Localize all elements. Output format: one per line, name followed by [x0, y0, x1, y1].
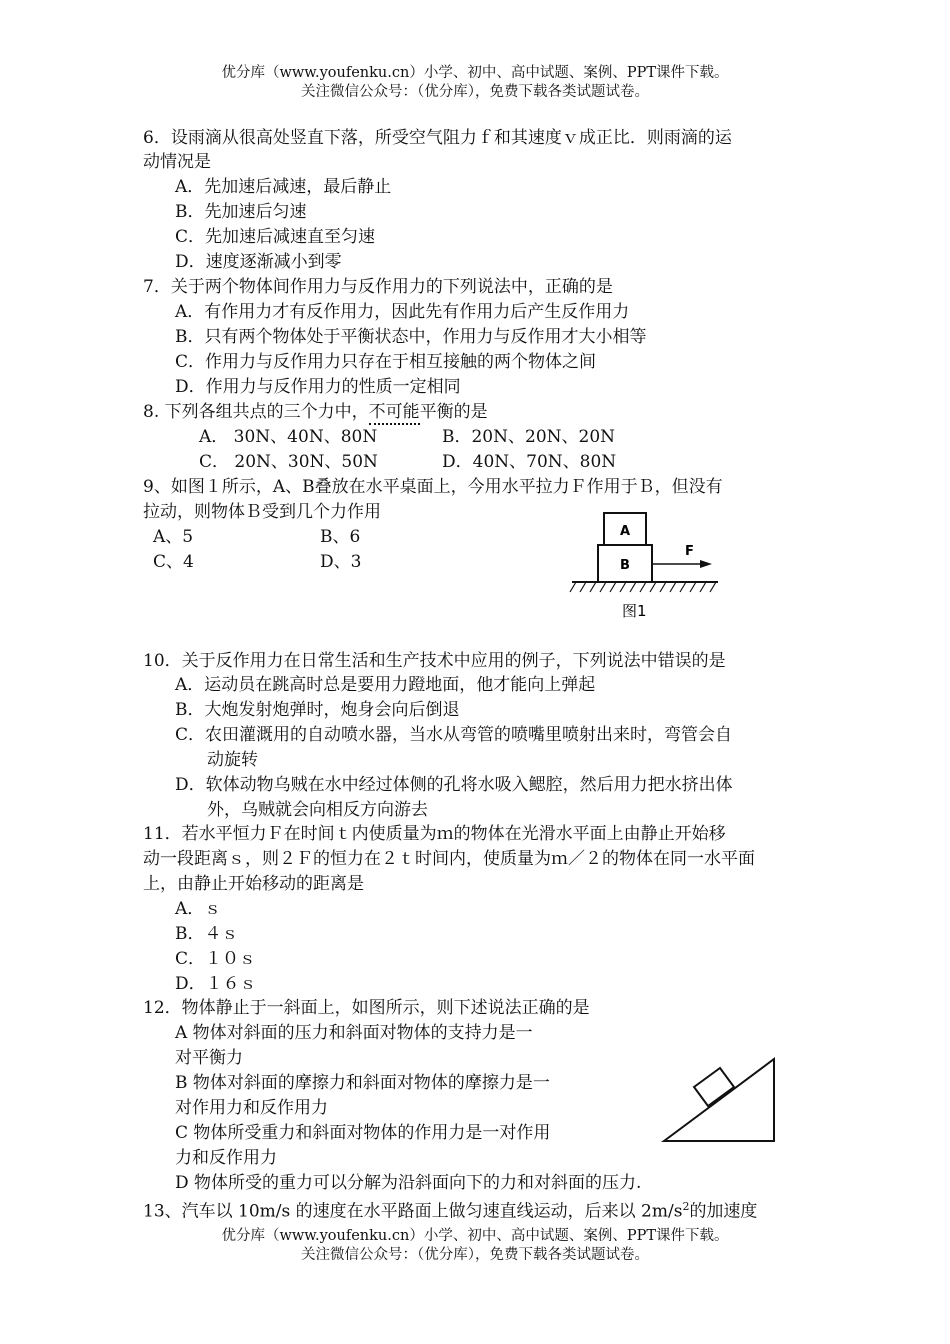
block-a-label: A	[619, 524, 631, 539]
q12-option-c-line1: C 物体所受重力和斜面对物体的作用力是一对作用	[175, 1123, 551, 1143]
ground-hatching	[570, 582, 716, 592]
q8-option-b: B．20N、20N、20N	[442, 427, 616, 447]
q13-stem-superscript: 2	[682, 1200, 690, 1213]
q6-option-a: A．先加速后减速，最后静止	[175, 177, 392, 197]
q11-option-b: B．４ｓ	[175, 924, 239, 944]
q9-option-c: C、4	[153, 552, 194, 572]
q6-option-c: C．先加速后减速直至匀速	[175, 227, 376, 247]
q12-option-c-line2: 力和反作用力	[175, 1148, 277, 1168]
q6-option-d: D．速度逐渐减小到零	[175, 252, 342, 272]
q12-option-d: D 物体所受的重力可以分解为沿斜面向下的力和对斜面的压力.	[175, 1173, 642, 1193]
figure-incline-block	[658, 1052, 782, 1148]
q13-stem-pre: 13、汽车以 10m/s 的速度在水平路面上做匀速直线运动，后来以 2m/s	[143, 1201, 683, 1222]
q10-option-d-line1: D．软体动物乌贼在水中经过体侧的孔将水吸入鳃腔，然后用力把水挤出体	[175, 775, 733, 795]
force-label: F	[685, 544, 694, 559]
q12-option-a-line2: 对平衡力	[175, 1048, 243, 1068]
q7-option-c: C．作用力与反作用力只存在于相互接触的两个物体之间	[175, 352, 597, 372]
q6-stem-line2: 动情况是	[143, 152, 211, 172]
q7-option-a: A．有作用力才有反作用力，因此先有作用力后产生反作用力	[175, 302, 630, 322]
figure-caption: 图1	[622, 602, 647, 620]
q8-stem-post: 平衡的是	[419, 402, 488, 422]
q10-option-d-line2: 外，乌贼就会向相反方向游去	[207, 800, 428, 820]
q9-stem-line1: 9、如图１所示，A、B叠放在水平桌面上，今用水平拉力Ｆ作用于Ｂ，但没有	[143, 477, 723, 497]
q13-stem-post: 的加速度	[689, 1201, 758, 1222]
q9-option-d: D、3	[320, 552, 362, 572]
q8-option-c: C． 20N、30N、50N	[199, 452, 378, 472]
header-line-1: 优分库（www.youfenku.cn）小学、初中、高中试题、案例、PPT课件下载。	[221, 65, 729, 81]
header-line-2: 关注微信公众号：（优分库），免费下载各类试题试卷。	[301, 84, 649, 100]
q11-option-c: C．１０ｓ	[175, 949, 257, 969]
q11-option-d: D．１６ｓ	[175, 974, 257, 994]
q10-stem: 10．关于反作用力在日常生活和生产技术中应用的例子，下列说法中错误的是	[143, 651, 726, 671]
q8-option-d: D．40N、70N、80N	[442, 452, 617, 472]
page-footer	[0, 1227, 950, 1265]
q12-stem: 12．物体静止于一斜面上，如图所示，则下述说法正确的是	[143, 998, 590, 1018]
force-arrow-head	[700, 560, 712, 568]
q11-option-a: A．ｓ	[175, 899, 222, 919]
q10-option-c-line1: C．农田灌溉用的自动喷水器，当水从弯管的喷嘴里喷射出来时，弯管会自	[175, 725, 733, 745]
q10-option-b: B．大炮发射炮弹时，炮身会向后倒退	[175, 700, 460, 720]
q10-option-c-line2: 动旋转	[207, 750, 258, 770]
q8-stem-pre: 8. 下列各组共点的三个力中，	[143, 402, 369, 422]
q8-stem-emphasis: 不可能	[369, 402, 420, 425]
q7-option-d: D．作用力与反作用力的性质一定相同	[175, 377, 461, 397]
q12-option-a-line1: A 物体对斜面的压力和斜面对物体的支持力是一	[175, 1023, 533, 1043]
figure-1-stacked-blocks	[566, 506, 726, 626]
footer-line-1: 优分库（www.youfenku.cn）小学、初中、高中试题、案例、PPT课件下载。	[221, 1228, 729, 1244]
q9-option-a: A、5	[153, 527, 194, 547]
q11-stem-line3: 上，由静止开始移动的距离是	[143, 874, 364, 894]
q8-stem	[143, 400, 488, 424]
q12-option-b-line2: 对作用力和反作用力	[175, 1098, 328, 1118]
page-header	[0, 64, 950, 102]
q10-option-a: A．运动员在跳高时总是要用力蹬地面，他才能向上弹起	[175, 675, 596, 695]
q7-option-b: B．只有两个物体处于平衡状态中，作用力与反作用才大小相等	[175, 327, 647, 347]
q11-stem-line2: 动一段距离ｓ，则２Ｆ的恒力在２ｔ时间内，使质量为ｍ／２的物体在同一水平面	[143, 849, 755, 869]
footer-line-2: 关注微信公众号：（优分库），免费下载各类试题试卷。	[301, 1247, 649, 1263]
block-on-incline	[694, 1068, 734, 1106]
q9-stem-line2: 拉动，则物体Ｂ受到几个力作用	[143, 502, 381, 522]
q13-stem	[143, 1195, 757, 1224]
q12-option-b-line1: B 物体对斜面的摩擦力和斜面对物体的摩擦力是一	[175, 1073, 550, 1093]
q9-option-b: B、6	[320, 527, 361, 547]
block-b-label: B	[620, 558, 630, 573]
q8-option-a: A． 30N、40N、80N	[199, 427, 378, 447]
q11-stem-line1: 11．若水平恒力Ｆ在时间ｔ内使质量为ｍ的物体在光滑水平面上由静止开始移	[143, 824, 726, 844]
q6-stem-line1: 6．设雨滴从很高处竖直下落，所受空气阻力ｆ和其速度ｖ成正比．则雨滴的运	[143, 128, 732, 148]
q7-stem: 7．关于两个物体间作用力与反作用力的下列说法中，正确的是	[143, 277, 613, 297]
q6-option-b: B．先加速后匀速	[175, 202, 307, 222]
